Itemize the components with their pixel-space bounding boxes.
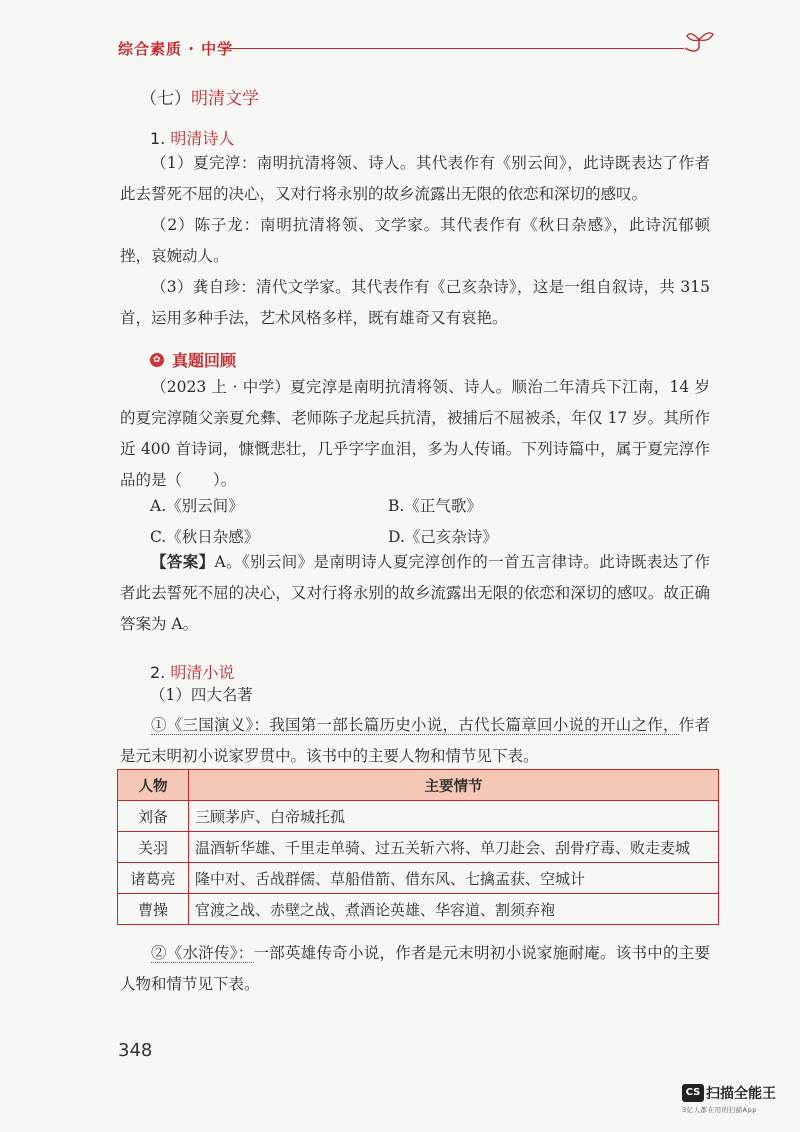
poets-heading bbox=[150, 126, 234, 149]
table-cell-plot: 隆中对、舌战群儒、草船借箭、借东风、七擒孟获、空城计 bbox=[189, 863, 719, 894]
shuihu-rest: 一部英雄传奇小说，作者是元末明初小说家施耐庵。该书中的主要人物和情节见下表。 bbox=[120, 944, 710, 993]
scanner-name: 扫描全能王 bbox=[706, 1085, 776, 1102]
table-cell-person: 曹操 bbox=[118, 894, 189, 925]
table-cell-plot: 官渡之战、赤壁之战、煮酒论英雄、华容道、割须弃袍 bbox=[189, 894, 719, 925]
option-b: B.《正气歌》 bbox=[388, 497, 482, 515]
answer-tag: 【答案】 bbox=[151, 552, 215, 571]
review-badge bbox=[150, 348, 236, 371]
table-cell-person: 诸葛亮 bbox=[118, 863, 189, 894]
sprout-icon bbox=[681, 28, 717, 58]
option-c: C.《秋日杂感》 bbox=[150, 528, 260, 546]
sanguo-rest: 作者是元末明初小说家罗贯中。该书中的主要人物和情节见下表。 bbox=[120, 716, 710, 765]
table-row bbox=[118, 801, 719, 832]
section-title-text: 明清文学 bbox=[191, 89, 259, 109]
table-cell-plot: 温酒斩华雄、千里走单骑、过五关斩六将、单刀赴会、刮骨疗毒、败走麦城 bbox=[189, 832, 719, 863]
review-question: （2023 上 · 中学）夏完淳是南明抗清将领、诗人。顺治二年清兵下江南，14 岁的夏完淳随父亲夏允彝、老师陈子龙起兵抗清，被捕后不屈被杀，年仅 17 岁。其所作近 400 首诗词，慷慨悲壮，几乎字字血泪，多为人传诵。下列诗篇中，属于夏完淳作品的是（ ）。 bbox=[120, 378, 710, 489]
table-cell-person: 关羽 bbox=[118, 832, 189, 863]
table-row bbox=[118, 894, 719, 925]
table-cell-plot: 三顾茅庐、白帝城托孤 bbox=[189, 801, 719, 832]
poets-heading-text: 明清诗人 bbox=[170, 129, 235, 148]
page-number: 348 bbox=[118, 1040, 153, 1061]
novels-subheading: （1）四大名著 bbox=[150, 686, 253, 704]
poet-item-2: （2）陈子龙：南明抗清将领、文学家。其代表作有《秋日杂感》，此诗沉郁顿挫，哀婉动人。 bbox=[120, 216, 710, 265]
sanguo-label: ①《三国演义》：我国第一部长篇历史小说，古代长篇章回小说的开山之作， bbox=[151, 716, 679, 734]
sanguo-intro bbox=[120, 710, 710, 772]
novels-heading-num: 2. bbox=[150, 663, 166, 682]
section-title bbox=[140, 84, 259, 109]
table-header-person: 人物 bbox=[118, 770, 189, 801]
table-row bbox=[118, 832, 719, 863]
header-rule bbox=[222, 48, 684, 49]
novels-heading-text: 明清小说 bbox=[170, 663, 235, 682]
table-row bbox=[118, 863, 719, 894]
poet-item-3: （3）龚自珍：清代文学家。其代表作有《己亥杂诗》，这是一组自叙诗，共 315 首，运用多种手法，艺术风格多样，既有雄奇又有哀艳。 bbox=[120, 278, 710, 327]
table-header-plot: 主要情节 bbox=[189, 770, 719, 801]
shuihu-label: ②《水浒传》： bbox=[151, 944, 254, 962]
section-title-prefix: （七） bbox=[140, 89, 191, 109]
poet-item-1: （1）夏完淳：南明抗清将领、诗人。其代表作有《别云间》，此诗既表达了作者此去誓死不屈的决心，又对行将永别的故乡流露出无限的依恋和深切的感叹。 bbox=[120, 154, 710, 203]
running-header: 综合素质 · 中学 bbox=[118, 40, 234, 58]
option-a: A.《别云间》 bbox=[150, 497, 244, 515]
answer-text: A。《别云间》是南明诗人夏完淳创作的一首五言律诗。此诗既表达了作者此去誓死不屈的决心，又对行将永别的故乡流露出无限的依恋和深切的感叹。故正确答案为 A。 bbox=[120, 553, 710, 633]
scanner-watermark bbox=[682, 1082, 776, 1114]
review-answer bbox=[120, 546, 710, 640]
scanner-tagline: 3亿人都在用的扫描App bbox=[682, 1105, 757, 1114]
sanguo-table bbox=[117, 769, 719, 925]
table-header-row bbox=[118, 770, 719, 801]
table-cell-person: 刘备 bbox=[118, 801, 189, 832]
scanner-logo: CS bbox=[682, 1084, 704, 1102]
flower-icon bbox=[150, 353, 164, 367]
poets-heading-num: 1. bbox=[150, 129, 166, 148]
shuihu-intro bbox=[120, 938, 710, 1000]
option-d: D.《己亥杂诗》 bbox=[388, 528, 498, 546]
review-badge-label: 真题回顾 bbox=[172, 351, 237, 370]
